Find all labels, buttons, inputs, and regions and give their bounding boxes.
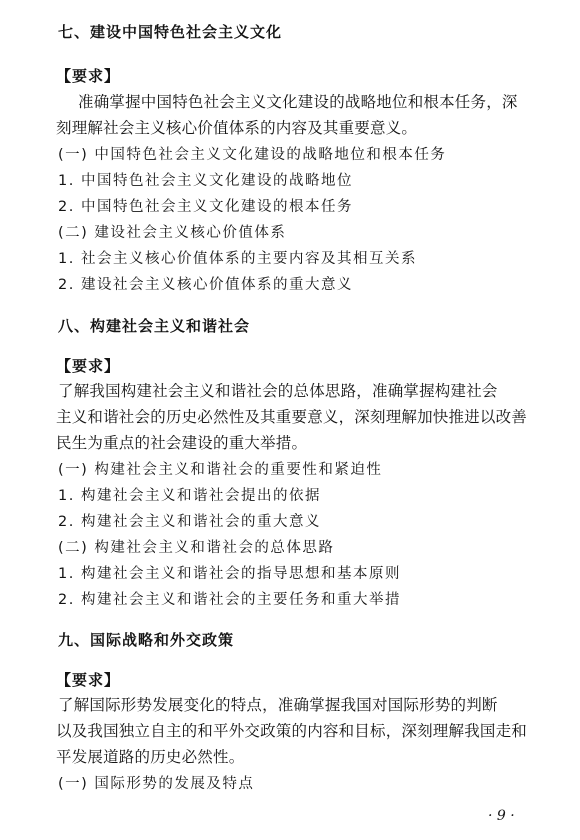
- outline-item: (一) 中国特色社会主义文化建设的战略地位和根本任务: [58, 147, 447, 163]
- section-heading-7: 七、建设中国特色社会主义文化: [58, 23, 283, 41]
- outline-item: (二) 建设社会主义核心价值体系: [58, 225, 287, 241]
- requirement-label-9: 【要求】: [56, 671, 121, 689]
- section-heading-9: 九、国际战略和外交政策: [58, 631, 235, 649]
- outline-item: 1. 中国特色社会主义文化建设的战略地位: [58, 173, 353, 189]
- outline-item: (一) 国际形势的发展及特点: [58, 776, 255, 792]
- outline-item: 2. 中国特色社会主义文化建设的根本任务: [58, 199, 353, 215]
- outline-item: 2. 建设社会主义核心价值体系的重大意义: [58, 277, 353, 293]
- outline-item: (二) 构建社会主义和谐社会的总体思路: [58, 540, 335, 556]
- paragraph-line: 民生为重点的社会建设的重大举措。: [56, 434, 308, 452]
- outline-item: 2. 构建社会主义和谐社会的主要任务和重大举措: [58, 592, 401, 608]
- outline-item: 1. 社会主义核心价值体系的主要内容及其相互关系: [58, 251, 417, 267]
- paragraph-line: 平发展道路的历史必然性。: [56, 748, 245, 766]
- paragraph-line: 了解国际形势发展变化的特点，准确掌握我国对国际形势的判断: [58, 696, 498, 714]
- outline-item: 1. 构建社会主义和谐社会的指导思想和基本原则: [58, 566, 401, 582]
- paragraph-line: 主义和谐社会的历史必然性及其重要意义，深刻理解加快推进以改善: [56, 408, 528, 426]
- paragraph-line: 以及我国独立自主的和平外交政策的内容和目标，深刻理解我国走和: [56, 722, 528, 740]
- section-heading-8: 八、构建社会主义和谐社会: [58, 317, 251, 335]
- outline-item: 1. 构建社会主义和谐社会提出的依据: [58, 488, 321, 504]
- requirement-label-8: 【要求】: [56, 357, 121, 375]
- outline-item: 2. 构建社会主义和谐社会的重大意义: [58, 514, 321, 530]
- paragraph-line: 了解我国构建社会主义和谐社会的总体思路，准确掌握构建社会: [58, 382, 498, 400]
- outline-item: (一) 构建社会主义和谐社会的重要性和紧迫性: [58, 462, 383, 478]
- page-number: · 9 ·: [488, 808, 515, 824]
- requirement-label-7: 【要求】: [56, 67, 121, 85]
- paragraph-line: 刻理解社会主义核心价值体系的内容及其重要意义。: [56, 119, 418, 137]
- paragraph-line: 准确掌握中国特色社会主义文化建设的战略地位和根本任务，深: [78, 93, 518, 111]
